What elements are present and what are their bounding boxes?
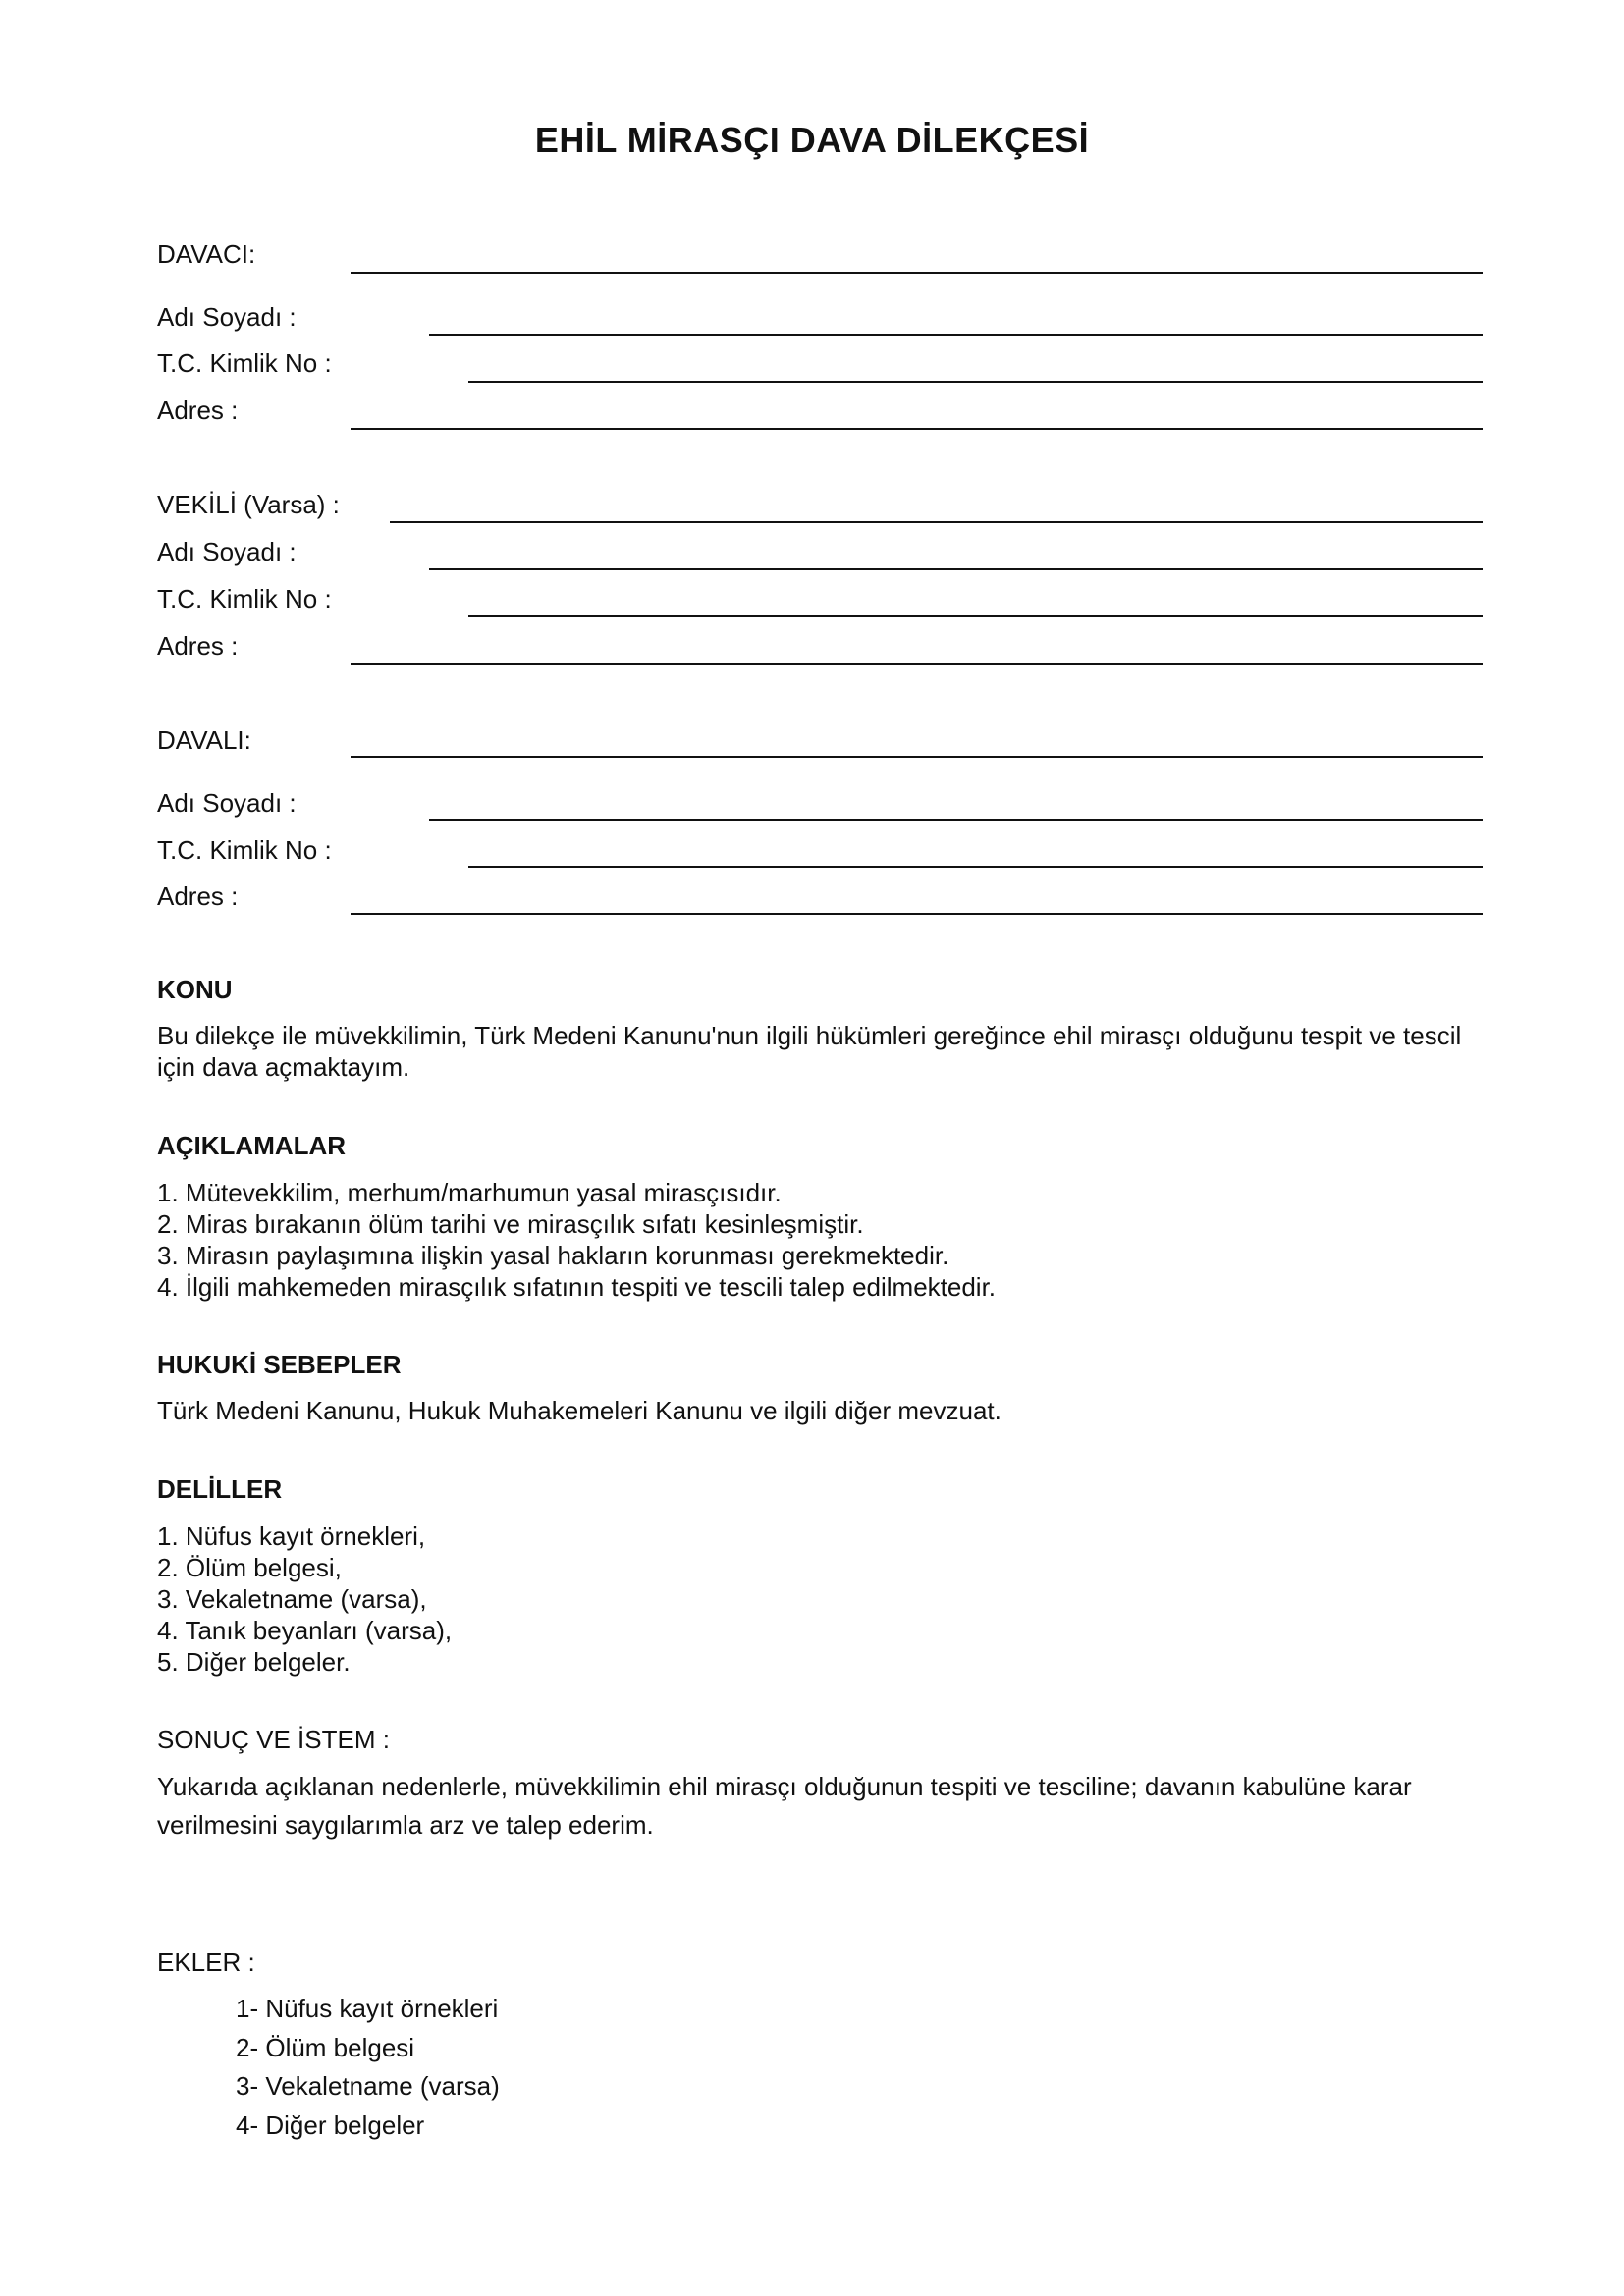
aciklamalar-heading: AÇIKLAMALAR [157, 1131, 347, 1160]
davali-address-label: Adres : [157, 881, 239, 911]
list-item: 1. Mütevekkilim, merhum/marhumun yasal mirasçısıdır. [157, 1178, 782, 1207]
aciklamalar-list [157, 1177, 996, 1303]
list-item: 3- Vekaletname (varsa) [236, 2071, 500, 2101]
list-item: 3. Mirasın paylaşımına ilişkin yasal hakların korunması gerekmektedir. [157, 1241, 949, 1270]
list-item: 1- Nüfus kayıt örnekleri [236, 1994, 499, 2023]
sonuc-text: Yukarıda açıklanan nedenlerle, müvekkilimin ehil mirasçı olduğunun tespiti ve tesciline; davanın kabulüne karar verilmesini saygılarımla arz ve talep ederim. [157, 1772, 1412, 1840]
vekili-line[interactable] [390, 521, 1483, 523]
hukuki-sebepler-heading: HUKUKİ SEBEPLER [157, 1350, 402, 1379]
davali-heading: DAVALI: [157, 725, 251, 755]
list-item: 5. Diğer belgeler. [157, 1647, 351, 1677]
ekler-heading: EKLER : [157, 1948, 255, 1977]
davaci-name-label: Adı Soyadı : [157, 302, 297, 332]
list-item: 2. Miras bırakanın ölüm tarihi ve mirasçılık sıfatı kesinleşmiştir. [157, 1209, 864, 1239]
document-title: EHİL MİRASÇI DAVA DİLEKÇESİ [534, 120, 1090, 160]
davaci-line[interactable] [351, 272, 1483, 274]
davali-name-line[interactable] [429, 819, 1483, 821]
deliller-heading: DELİLLER [157, 1474, 283, 1504]
list-item: 4. İlgili mahkemeden mirasçılık sıfatının tespiti ve tescili talep edilmektedir. [157, 1272, 997, 1302]
deliller-list [157, 1521, 452, 1678]
vekili-name-line[interactable] [429, 568, 1483, 570]
list-item: 2. Ölüm belgesi, [157, 1553, 342, 1582]
ekler-list [236, 1990, 500, 2145]
davaci-tc-label: T.C. Kimlik No : [157, 348, 332, 378]
davaci-tc-line[interactable] [468, 381, 1483, 383]
vekili-tc-line[interactable] [468, 615, 1483, 617]
davaci-heading: DAVACI: [157, 240, 256, 269]
konu-text: Bu dilekçe ile müvekkilimin, Türk Medeni Kanunu'nun ilgili hükümleri gereğince ehil mirasçı olduğunu tespit ve tescil için dava açmaktayım. [157, 1021, 1462, 1082]
list-item: 1. Nüfus kayıt örnekleri, [157, 1522, 426, 1551]
davali-line[interactable] [351, 756, 1483, 758]
davali-name-label: Adı Soyadı : [157, 788, 297, 818]
davaci-address-label: Adres : [157, 396, 239, 425]
vekili-tc-label: T.C. Kimlik No : [157, 584, 332, 614]
hukuki-sebepler-text: Türk Medeni Kanunu, Hukuk Muhakemeleri Kanunu ve ilgili diğer mevzuat. [157, 1396, 1001, 1425]
list-item: 3. Vekaletname (varsa), [157, 1584, 427, 1614]
list-item: 4. Tanık beyanları (varsa), [157, 1616, 453, 1645]
davali-tc-label: T.C. Kimlik No : [157, 835, 332, 865]
sonuc-heading: SONUÇ VE İSTEM : [157, 1725, 390, 1754]
vekili-name-label: Adı Soyadı : [157, 537, 297, 566]
vekili-address-line[interactable] [351, 663, 1483, 665]
davali-address-line[interactable] [351, 913, 1483, 915]
davaci-name-line[interactable] [429, 334, 1483, 336]
davali-tc-line[interactable] [468, 866, 1483, 868]
vekili-address-label: Adres : [157, 631, 239, 661]
list-item: 4- Diğer belgeler [236, 2109, 425, 2140]
vekili-heading: VEKİLİ (Varsa) : [157, 490, 340, 519]
list-item: 2- Ölüm belgesi [236, 2032, 415, 2062]
davaci-address-line[interactable] [351, 428, 1483, 430]
konu-heading: KONU [157, 975, 233, 1004]
